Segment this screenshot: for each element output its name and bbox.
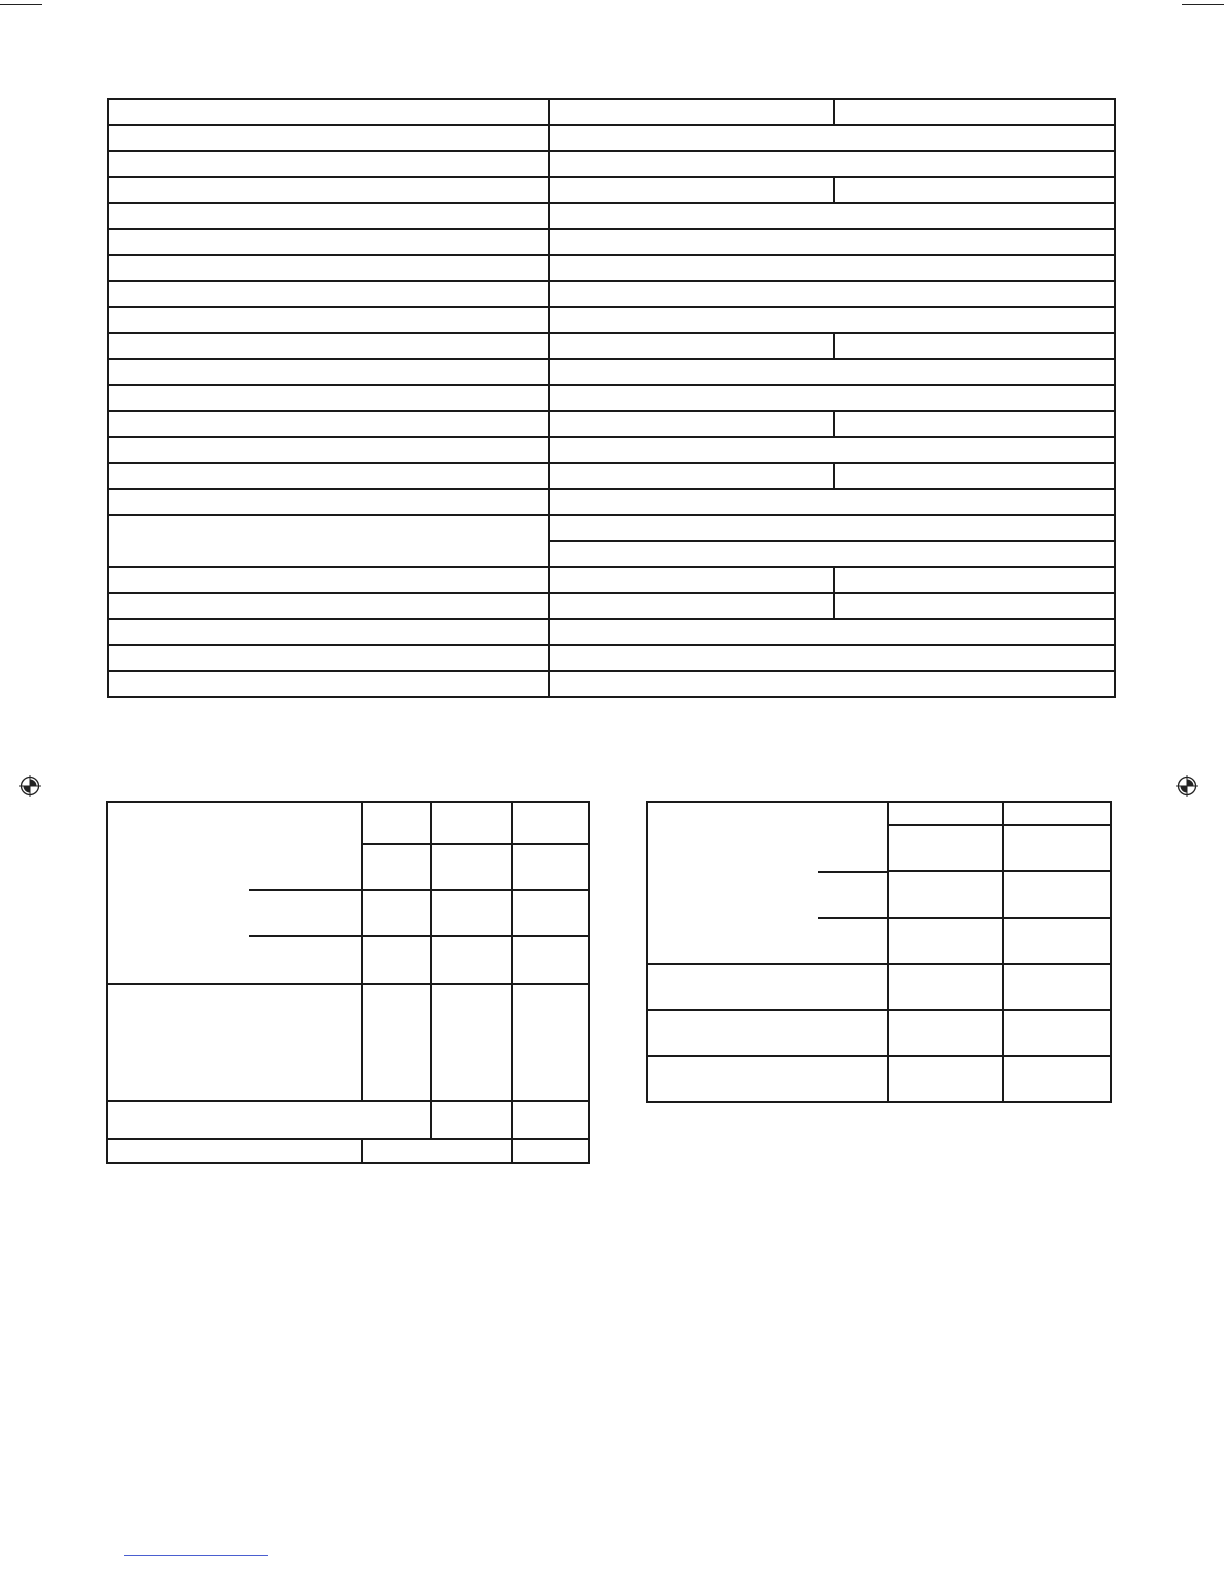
- spec-value-cell: [834, 567, 1115, 593]
- spec-label-cell: [108, 619, 549, 645]
- spec-label-cell: [108, 411, 549, 437]
- table-a-cell: [431, 936, 512, 984]
- spec-value-cell: [549, 489, 1115, 515]
- table-b-cell: [888, 871, 1003, 917]
- spec-label-cell: [108, 255, 549, 281]
- spec-value-cell: [549, 645, 1115, 671]
- spec-value-cell: [549, 151, 1115, 177]
- spec-row: [108, 151, 1115, 177]
- spec-label-cell: [108, 385, 549, 411]
- spec-row: [108, 645, 1115, 671]
- crop-mark-right: [1182, 4, 1224, 5]
- table-a-row-header: [107, 1101, 431, 1139]
- table-b-cell: [888, 1010, 1003, 1056]
- spec-row: [108, 307, 1115, 333]
- table-a-row-header-group: [107, 802, 362, 984]
- spec-row: [108, 437, 1115, 463]
- footer-link-underline: [124, 1555, 268, 1556]
- spec-row: [108, 333, 1115, 359]
- spec-label-cell: [108, 151, 549, 177]
- table-b-cell: [1003, 1010, 1111, 1056]
- spec-value-cell: [549, 125, 1115, 151]
- spec-row: [108, 359, 1115, 385]
- table-b-cell: [1003, 918, 1111, 964]
- spec-label-cell: [108, 125, 549, 151]
- spec-value-cell: [834, 333, 1115, 359]
- spec-row: [108, 619, 1115, 645]
- table-b-cell: [888, 802, 1003, 825]
- table-a-cell: [431, 1101, 512, 1139]
- table-a-cell: [362, 984, 431, 1101]
- spec-row: [108, 203, 1115, 229]
- spec-value-cell: [549, 307, 1115, 333]
- spec-label-cell: [108, 359, 549, 385]
- left-crosshair-icon: [19, 775, 41, 797]
- table-a-cell: [431, 802, 512, 844]
- spec-value-cell: [834, 463, 1115, 489]
- table-b-row-header-group: [647, 802, 888, 964]
- spec-row: [108, 255, 1115, 281]
- table-a-row-header: [107, 1139, 362, 1163]
- spec-value-cell: [834, 99, 1115, 125]
- spec-value-cell: [549, 541, 1115, 567]
- spec-label-cell: [108, 515, 549, 567]
- table-a-cell: [362, 1139, 512, 1163]
- table-b-row-header: [647, 964, 888, 1010]
- table-a-cell: [512, 1139, 589, 1163]
- table-b-cell: [1003, 964, 1111, 1010]
- spec-label-cell: [108, 333, 549, 359]
- spec-value-cell: [549, 411, 834, 437]
- spec-value-cell: [549, 255, 1115, 281]
- table-a-cell: [512, 936, 589, 984]
- spec-value-cell: [549, 567, 834, 593]
- table-a-cell: [512, 1101, 589, 1139]
- table-b-cell: [888, 825, 1003, 871]
- spec-label-cell: [108, 489, 549, 515]
- table-a: [106, 801, 590, 1164]
- spec-row: [108, 99, 1115, 125]
- table-b-cell: [888, 964, 1003, 1010]
- spec-value-cell: [834, 593, 1115, 619]
- table-a-cell: [431, 844, 512, 890]
- spec-label-cell: [108, 177, 549, 203]
- spec-row: [108, 281, 1115, 307]
- spec-label-cell: [108, 307, 549, 333]
- table-a-cell: [362, 890, 431, 936]
- spec-value-cell: [549, 99, 834, 125]
- spec-row: [108, 489, 1115, 515]
- spec-value-cell: [549, 463, 834, 489]
- spec-label-cell: [108, 229, 549, 255]
- table-a-cell: [512, 844, 589, 890]
- spec-label-cell: [108, 203, 549, 229]
- spec-value-cell: [549, 177, 834, 203]
- crop-mark-left: [0, 4, 42, 5]
- table-b-cell: [1003, 1056, 1111, 1102]
- spec-label-cell: [108, 281, 549, 307]
- table-b-cell: [1003, 871, 1111, 917]
- spec-value-cell: [549, 385, 1115, 411]
- spec-row: [108, 411, 1115, 437]
- table-a-cell: [431, 890, 512, 936]
- spec-label-cell: [108, 671, 549, 697]
- spec-value-cell: [549, 671, 1115, 697]
- table-b-cell: [1003, 802, 1111, 825]
- table-a-cell: [362, 844, 431, 890]
- table-a-cell: [512, 802, 589, 844]
- table-b: [646, 801, 1112, 1103]
- spec-value-cell: [549, 593, 834, 619]
- table-a-cell: [362, 936, 431, 984]
- spec-value-cell: [549, 203, 1115, 229]
- table-b-cell: [1003, 825, 1111, 871]
- spec-label-cell: [108, 99, 549, 125]
- spec-row: [108, 177, 1115, 203]
- spec-row: [108, 125, 1115, 151]
- spec-value-cell: [549, 515, 1115, 541]
- table-a-cell: [512, 984, 589, 1101]
- table-b-row-header: [647, 1010, 888, 1056]
- spec-row: [108, 567, 1115, 593]
- table-b-row-header: [647, 1056, 888, 1102]
- spec-label-cell: [108, 567, 549, 593]
- spec-row: [108, 593, 1115, 619]
- spec-label-cell: [108, 463, 549, 489]
- spec-row: [108, 671, 1115, 697]
- spec-row: [108, 515, 1115, 541]
- spec-label-cell: [108, 437, 549, 463]
- spec-value-cell: [549, 229, 1115, 255]
- spec-value-cell: [549, 619, 1115, 645]
- spec-row: [108, 229, 1115, 255]
- spec-value-cell: [549, 333, 834, 359]
- spec-value-cell: [549, 281, 1115, 307]
- spec-table-body: [108, 99, 1115, 697]
- spec-table: [107, 98, 1116, 698]
- spec-row: [108, 463, 1115, 489]
- spec-value-cell: [834, 177, 1115, 203]
- spec-value-cell: [549, 359, 1115, 385]
- spec-value-cell: [549, 437, 1115, 463]
- table-a-cell: [431, 984, 512, 1101]
- spec-label-cell: [108, 593, 549, 619]
- spec-row: [108, 385, 1115, 411]
- right-crosshair-icon: [1176, 775, 1198, 797]
- spec-value-cell: [834, 411, 1115, 437]
- table-b-cell: [888, 1056, 1003, 1102]
- table-a-row-header: [107, 984, 362, 1101]
- table-b-cell: [888, 918, 1003, 964]
- table-a-cell: [512, 890, 589, 936]
- table-a-cell: [362, 802, 431, 844]
- spec-label-cell: [108, 645, 549, 671]
